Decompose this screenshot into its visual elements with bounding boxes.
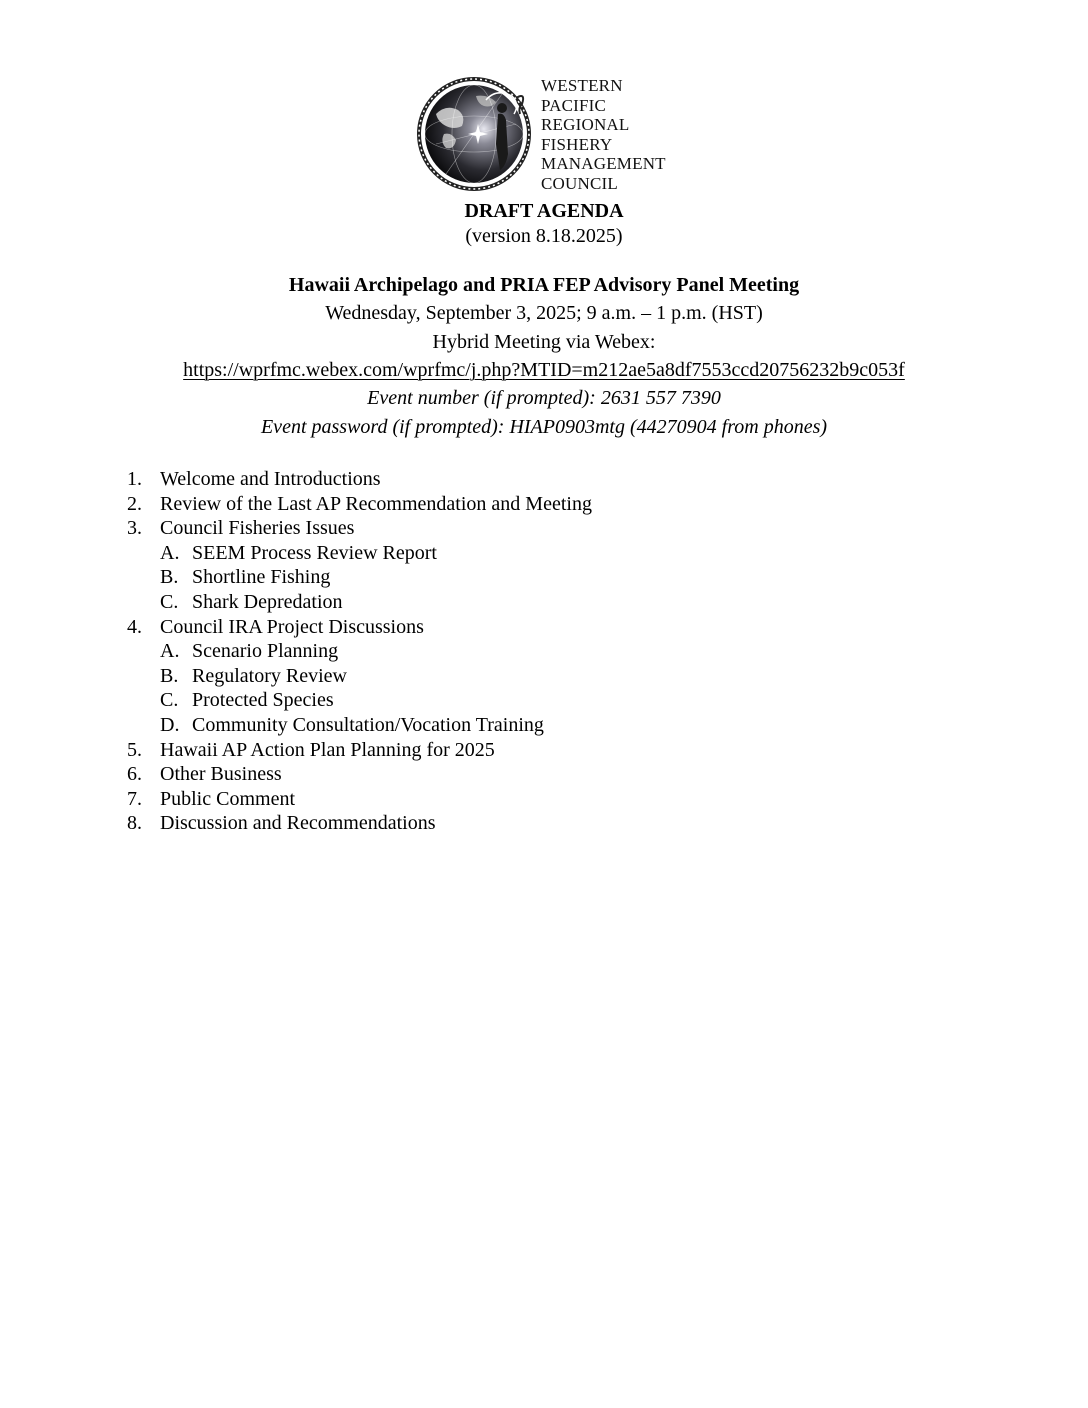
council-name-line: PACIFIC [541, 95, 607, 115]
agenda-subitem-letter: A. [160, 541, 180, 564]
globe-emblem-icon [416, 74, 536, 194]
agenda-item-number: 5. [127, 738, 142, 761]
agenda-item-text: Other Business [160, 763, 282, 786]
agenda-subitem [0, 664, 1088, 689]
agenda-subitem-text: Community Consultation/Vocation Training [192, 713, 544, 736]
meeting-format: Hybrid Meeting via Webex: [432, 331, 656, 353]
council-name [541, 76, 666, 194]
agenda-item [0, 492, 1088, 517]
meeting-title: Hawaii Archipelago and PRIA FEP Advisory Panel Meeting [288, 274, 800, 296]
agenda-item-text: Review of the Last AP Recommendation and Meeting [160, 492, 592, 515]
agenda-subitem-letter: C. [160, 689, 179, 712]
agenda-list [0, 467, 1088, 836]
agenda-item-number: 8. [127, 812, 142, 835]
agenda-subitem [0, 565, 1088, 590]
agenda-item-text: Council Fisheries Issues [160, 517, 355, 540]
agenda-subitem-letter: D. [160, 713, 180, 736]
agenda-subitem-letter: B. [160, 566, 179, 589]
agenda-item [0, 467, 1088, 492]
council-name-line: REGIONAL [541, 115, 630, 135]
agenda-subitem [0, 639, 1088, 664]
agenda-item-text: Public Comment [160, 787, 295, 810]
agenda-item [0, 738, 1088, 763]
agenda-item-number: 7. [127, 787, 142, 810]
agenda-item-text: Hawaii AP Action Plan Planning for 2025 [160, 738, 495, 761]
council-name-line: FISHERY [541, 134, 613, 154]
council-name-line: MANAGEMENT [541, 154, 666, 174]
document-version: (version 8.18.2025) [465, 225, 623, 247]
agenda-subitem [0, 541, 1088, 566]
council-name-line: COUNCIL [541, 173, 618, 193]
agenda-subitem-text: Shark Depredation [192, 590, 343, 613]
agenda-item [0, 516, 1088, 541]
agenda-item-text: Council IRA Project Discussions [160, 615, 424, 638]
event-number: Event number (if prompted): 2631 557 7390 [367, 387, 721, 409]
agenda-subitem-text: Shortline Fishing [192, 566, 331, 589]
agenda-item [0, 787, 1088, 812]
agenda-subitem [0, 688, 1088, 713]
meeting-date: Wednesday, September 3, 2025; 9 a.m. – 1 p.m. (HST) [325, 302, 763, 324]
document-title: DRAFT AGENDA [464, 200, 624, 222]
agenda-subitem [0, 590, 1088, 615]
agenda-item-text: Welcome and Introductions [160, 468, 381, 490]
agenda-item-number: 3. [127, 517, 142, 540]
agenda-subitem-text: Protected Species [192, 689, 334, 712]
agenda-item-number: 4. [127, 615, 142, 638]
webex-link[interactable]: https://wprfmc.webex.com/wprfmc/j.php?MTID=m212ae5a8df7553ccd20756232b9c053f [183, 359, 905, 381]
webex-link-container [0, 357, 1088, 383]
agenda-item-text: Discussion and Recommendations [160, 812, 436, 835]
agenda-item [0, 762, 1088, 787]
agenda-subitem-letter: A. [160, 640, 180, 663]
agenda-subitem [0, 713, 1088, 738]
agenda-subitem-letter: B. [160, 664, 179, 687]
agenda-item-number: 1. [127, 468, 142, 490]
agenda-subitem-text: Regulatory Review [192, 664, 347, 687]
event-password: Event password (if prompted): HIAP0903mtg (44270904 from phones) [260, 416, 828, 438]
council-name-line: WESTERN [541, 76, 623, 95]
agenda-subitem-text: Scenario Planning [192, 640, 339, 663]
agenda-subitem-text: SEEM Process Review Report [192, 541, 437, 564]
agenda-item-number: 6. [127, 763, 142, 786]
agenda-subitem-letter: C. [160, 590, 179, 613]
council-logo [416, 72, 678, 196]
agenda-item-number: 2. [127, 492, 142, 515]
agenda-item [0, 615, 1088, 640]
agenda-item [0, 811, 1088, 836]
